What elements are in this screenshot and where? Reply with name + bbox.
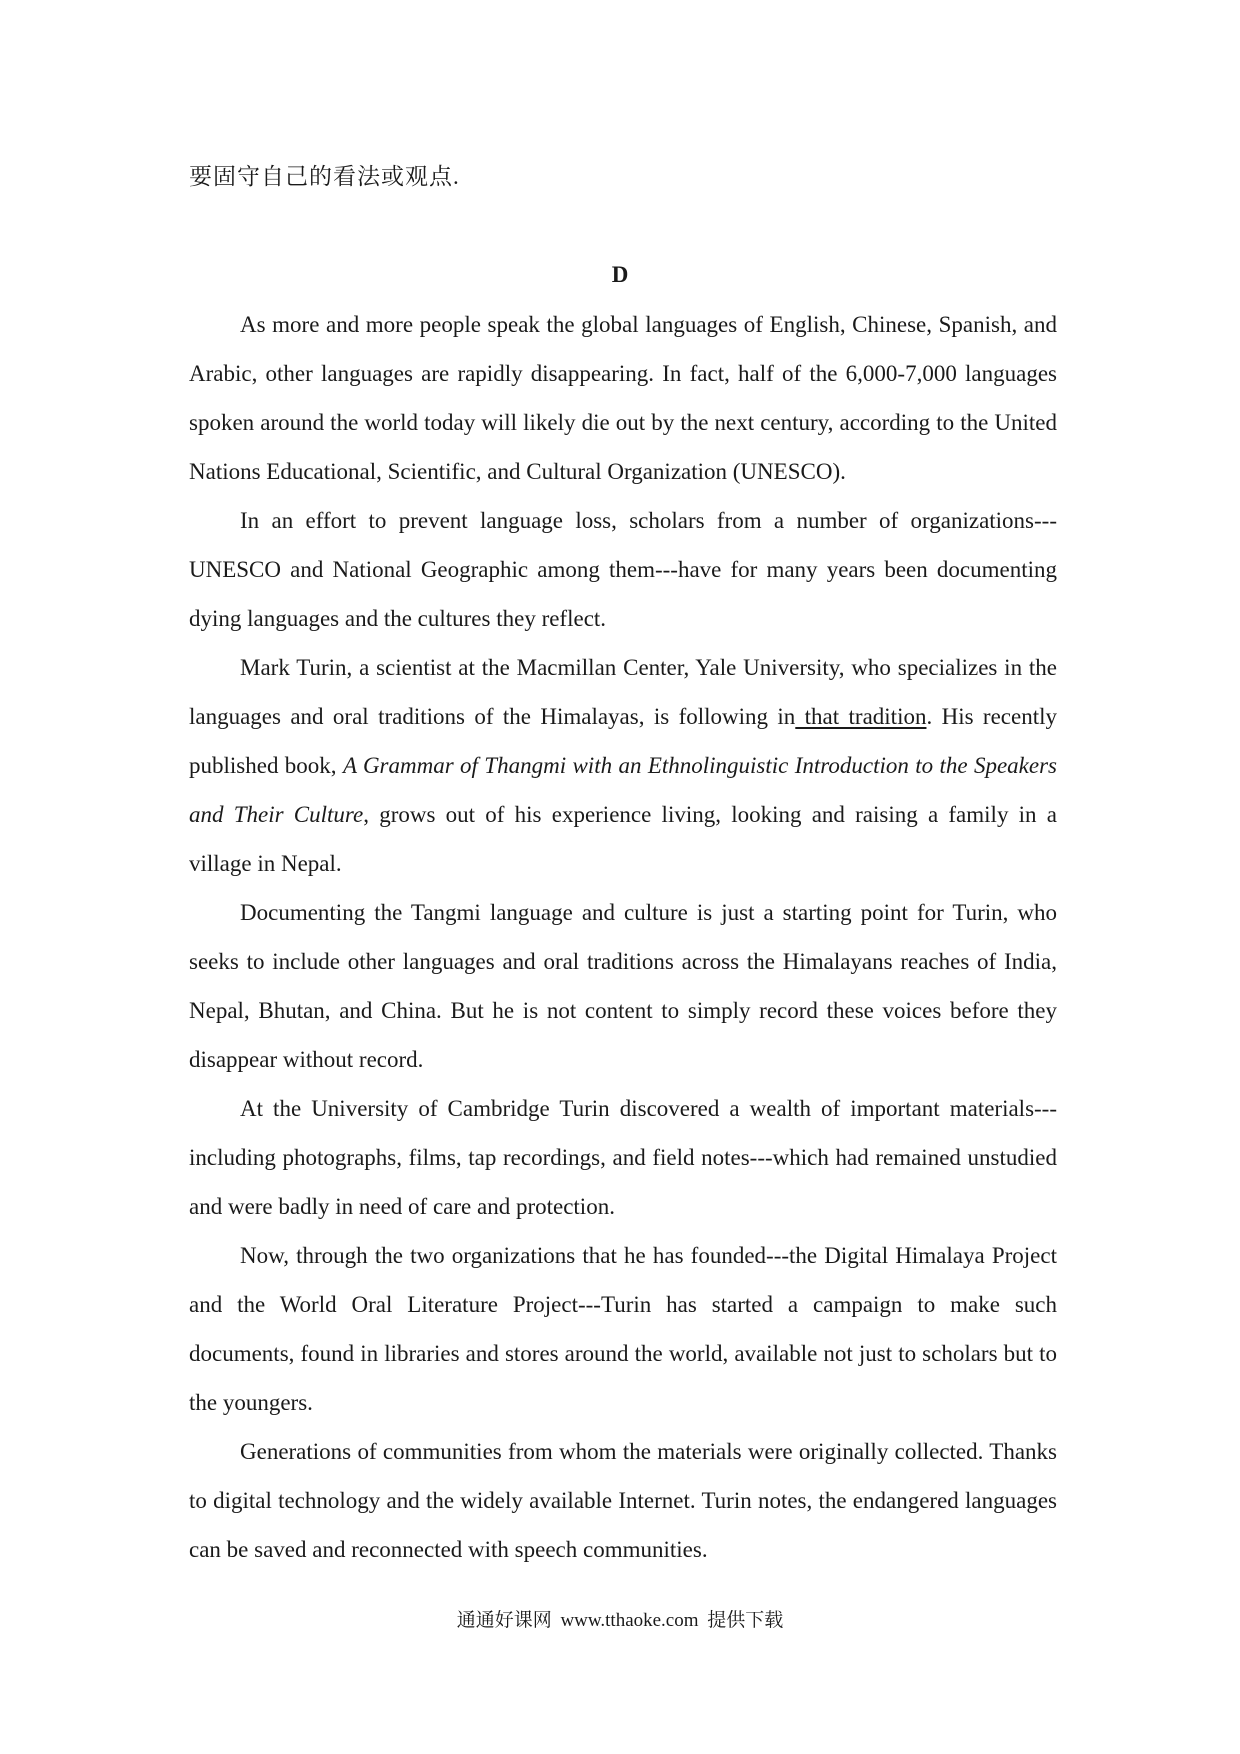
paragraph-6: Now, through the two organizations that he has founded---the Digital Himalaya Project and the World Oral Literature Project---Turin has started a campaign to make such documents, found in libraries and stores around the world, available not just to scholars but to the youngers.	[189, 1243, 1057, 1415]
paragraph-4: Documenting the Tangmi language and culture is just a starting point for Turin, who seeks to include other languages and oral traditions across the Himalayans reaches of India, Nepal, Bhutan, and China. But he is not content to simply record these voices before they disappear without record.	[189, 900, 1057, 1072]
paragraph-3	[189, 643, 1057, 888]
paragraph-3-opening: Mark Turin, a scientist at the Macmillan Center, Yale University, who specializes in the languages and oral traditions of the Himalayas, is following in	[189, 655, 1057, 729]
section-heading: D	[611, 262, 629, 287]
paragraph-3-closing: , grows out of his experience living, looking and raising a family in a village in Nepal.	[189, 802, 1057, 876]
page-footer: 通通好课网 www.tthaoke.com 提供下载	[456, 1610, 784, 1631]
previous-answer-tail: 要固守自己的看法或观点.	[189, 164, 460, 189]
paragraph-7: Generations of communities from whom the materials were originally collected. Thanks to digital technology and the widely available Internet. Turin notes, the endangered languages can be saved and reconnected with speech communities.	[189, 1439, 1057, 1562]
reading-passage	[189, 300, 1057, 1574]
underlined-phrase: that tradition	[795, 704, 927, 729]
paragraph-1: As more and more people speak the global languages of English, Chinese, Spanish, and Arabic, other languages are rapidly disappearing. In fact, half of the 6,000-7,000 languages spoken around the world today will likely die out by the next century, according to the United Nations Educational, Scientific, and Cultural Organization (UNESCO).	[189, 312, 1057, 484]
book-title: A Grammar of Thangmi with an Ethnolinguistic Introduction to the Speakers and Their Culture	[189, 753, 1057, 827]
paragraph-2: In an effort to prevent language loss, scholars from a number of organizations---UNESCO and National Geographic among them---have for many years been documenting dying languages and the cultures they reflect.	[189, 508, 1057, 631]
paragraph-5: At the University of Cambridge Turin discovered a wealth of important materials---including photographs, films, tap recordings, and field notes---which had remained unstudied and were badly in need of care and protection.	[189, 1096, 1057, 1219]
paragraph-3-middle: . His recently published book,	[189, 704, 1057, 778]
